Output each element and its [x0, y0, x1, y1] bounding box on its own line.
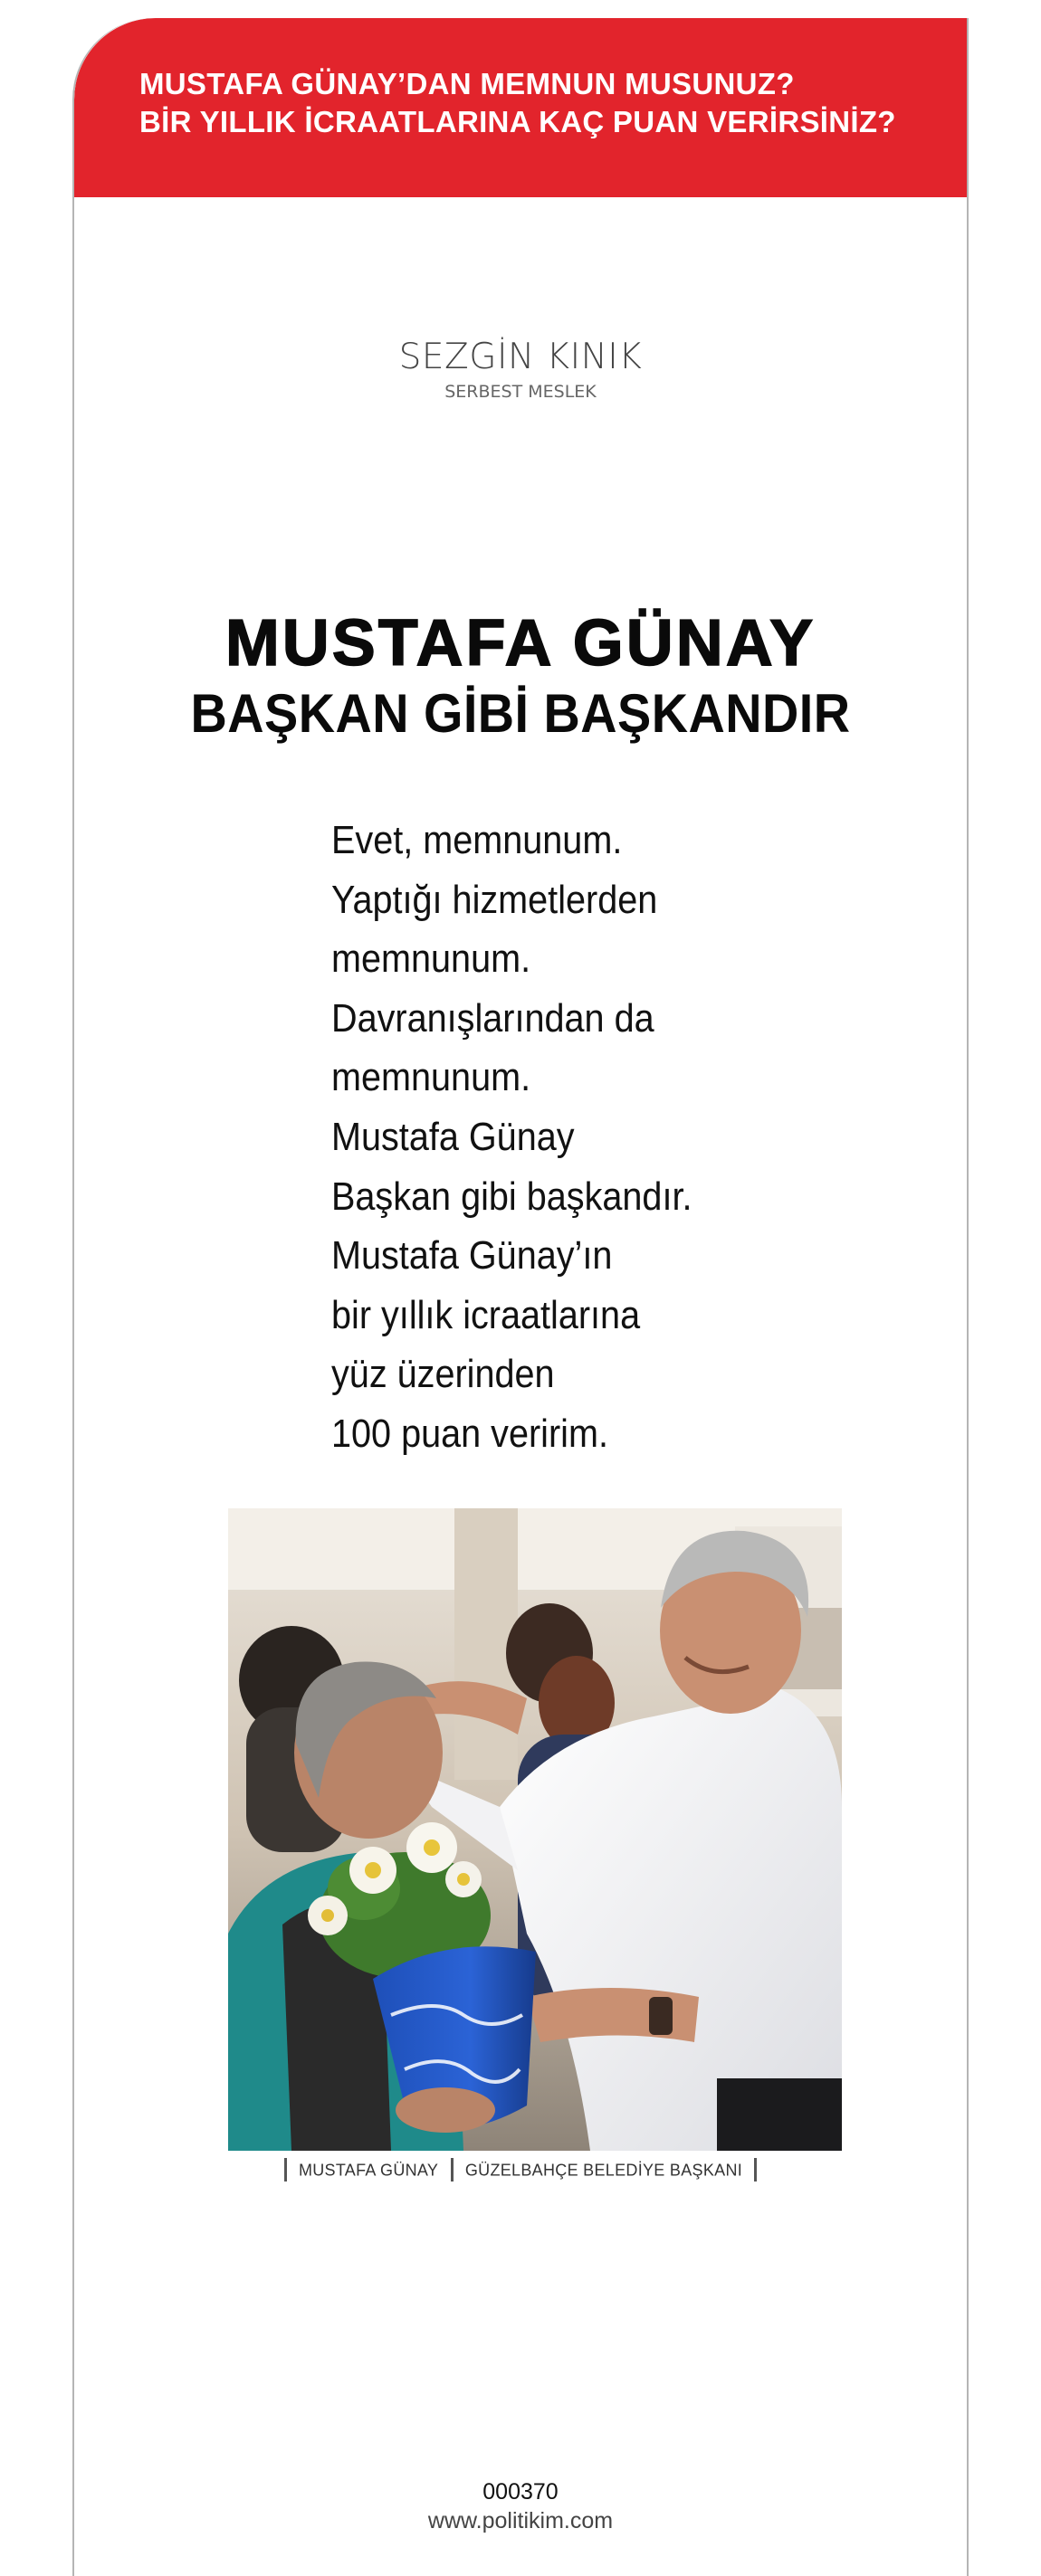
headline-sub: BAŞKAN GİBİ BAŞKANDIR: [190, 683, 851, 744]
caption-divider: [284, 2158, 287, 2182]
question-banner: [74, 18, 967, 197]
quote-line: memnunum.: [331, 1055, 531, 1100]
banner-question-line-2: BİR YILLIK İCRAATLARINA KAÇ PUAN VERİRSİNİZ?: [139, 105, 896, 138]
footer-url[interactable]: www.politikim.com: [427, 2508, 614, 2533]
caption-person-name: MUSTAFA GÜNAY: [298, 2161, 439, 2180]
headline: [74, 606, 967, 747]
caption-person-title: GÜZELBAHÇE BELEDİYE BAŞKANI: [464, 2161, 743, 2180]
quote-line: Davranışlarından da: [331, 995, 654, 1041]
quote-line: yüz üzerinden: [331, 1352, 555, 1397]
mustafa-gunay-photo: [228, 1508, 842, 2151]
photo-caption: [74, 2155, 967, 2183]
article-card: [72, 18, 969, 2576]
caption-divider: [451, 2158, 454, 2182]
author-block: [74, 337, 967, 404]
quote-line: bir yıllık icraatlarına: [331, 1292, 641, 1337]
quote-line: Mustafa Günay’ın: [331, 1233, 613, 1278]
quote-line: 100 puan veririm.: [331, 1411, 608, 1456]
quote-line: Yaptığı hizmetlerden: [331, 877, 658, 922]
author-role: SERBEST MESLEK: [444, 382, 597, 402]
headline-main: MUSTAFA GÜNAY: [224, 607, 817, 680]
footer-code: 000370: [482, 2479, 559, 2505]
quote-text: [331, 811, 784, 1464]
quote-line: Mustafa Günay: [331, 1114, 575, 1159]
footer: [74, 2477, 967, 2535]
banner-question-line-1: MUSTAFA GÜNAY’DAN MEMNUN MUSUNUZ?: [139, 67, 795, 100]
quote-line: Evet, memnunum.: [331, 818, 623, 862]
quote-line: memnunum.: [331, 936, 531, 982]
quote-line: Başkan gibi başkandır.: [331, 1174, 692, 1219]
caption-divider: [754, 2158, 757, 2182]
author-name: SEZGİN KINIK: [398, 337, 643, 377]
